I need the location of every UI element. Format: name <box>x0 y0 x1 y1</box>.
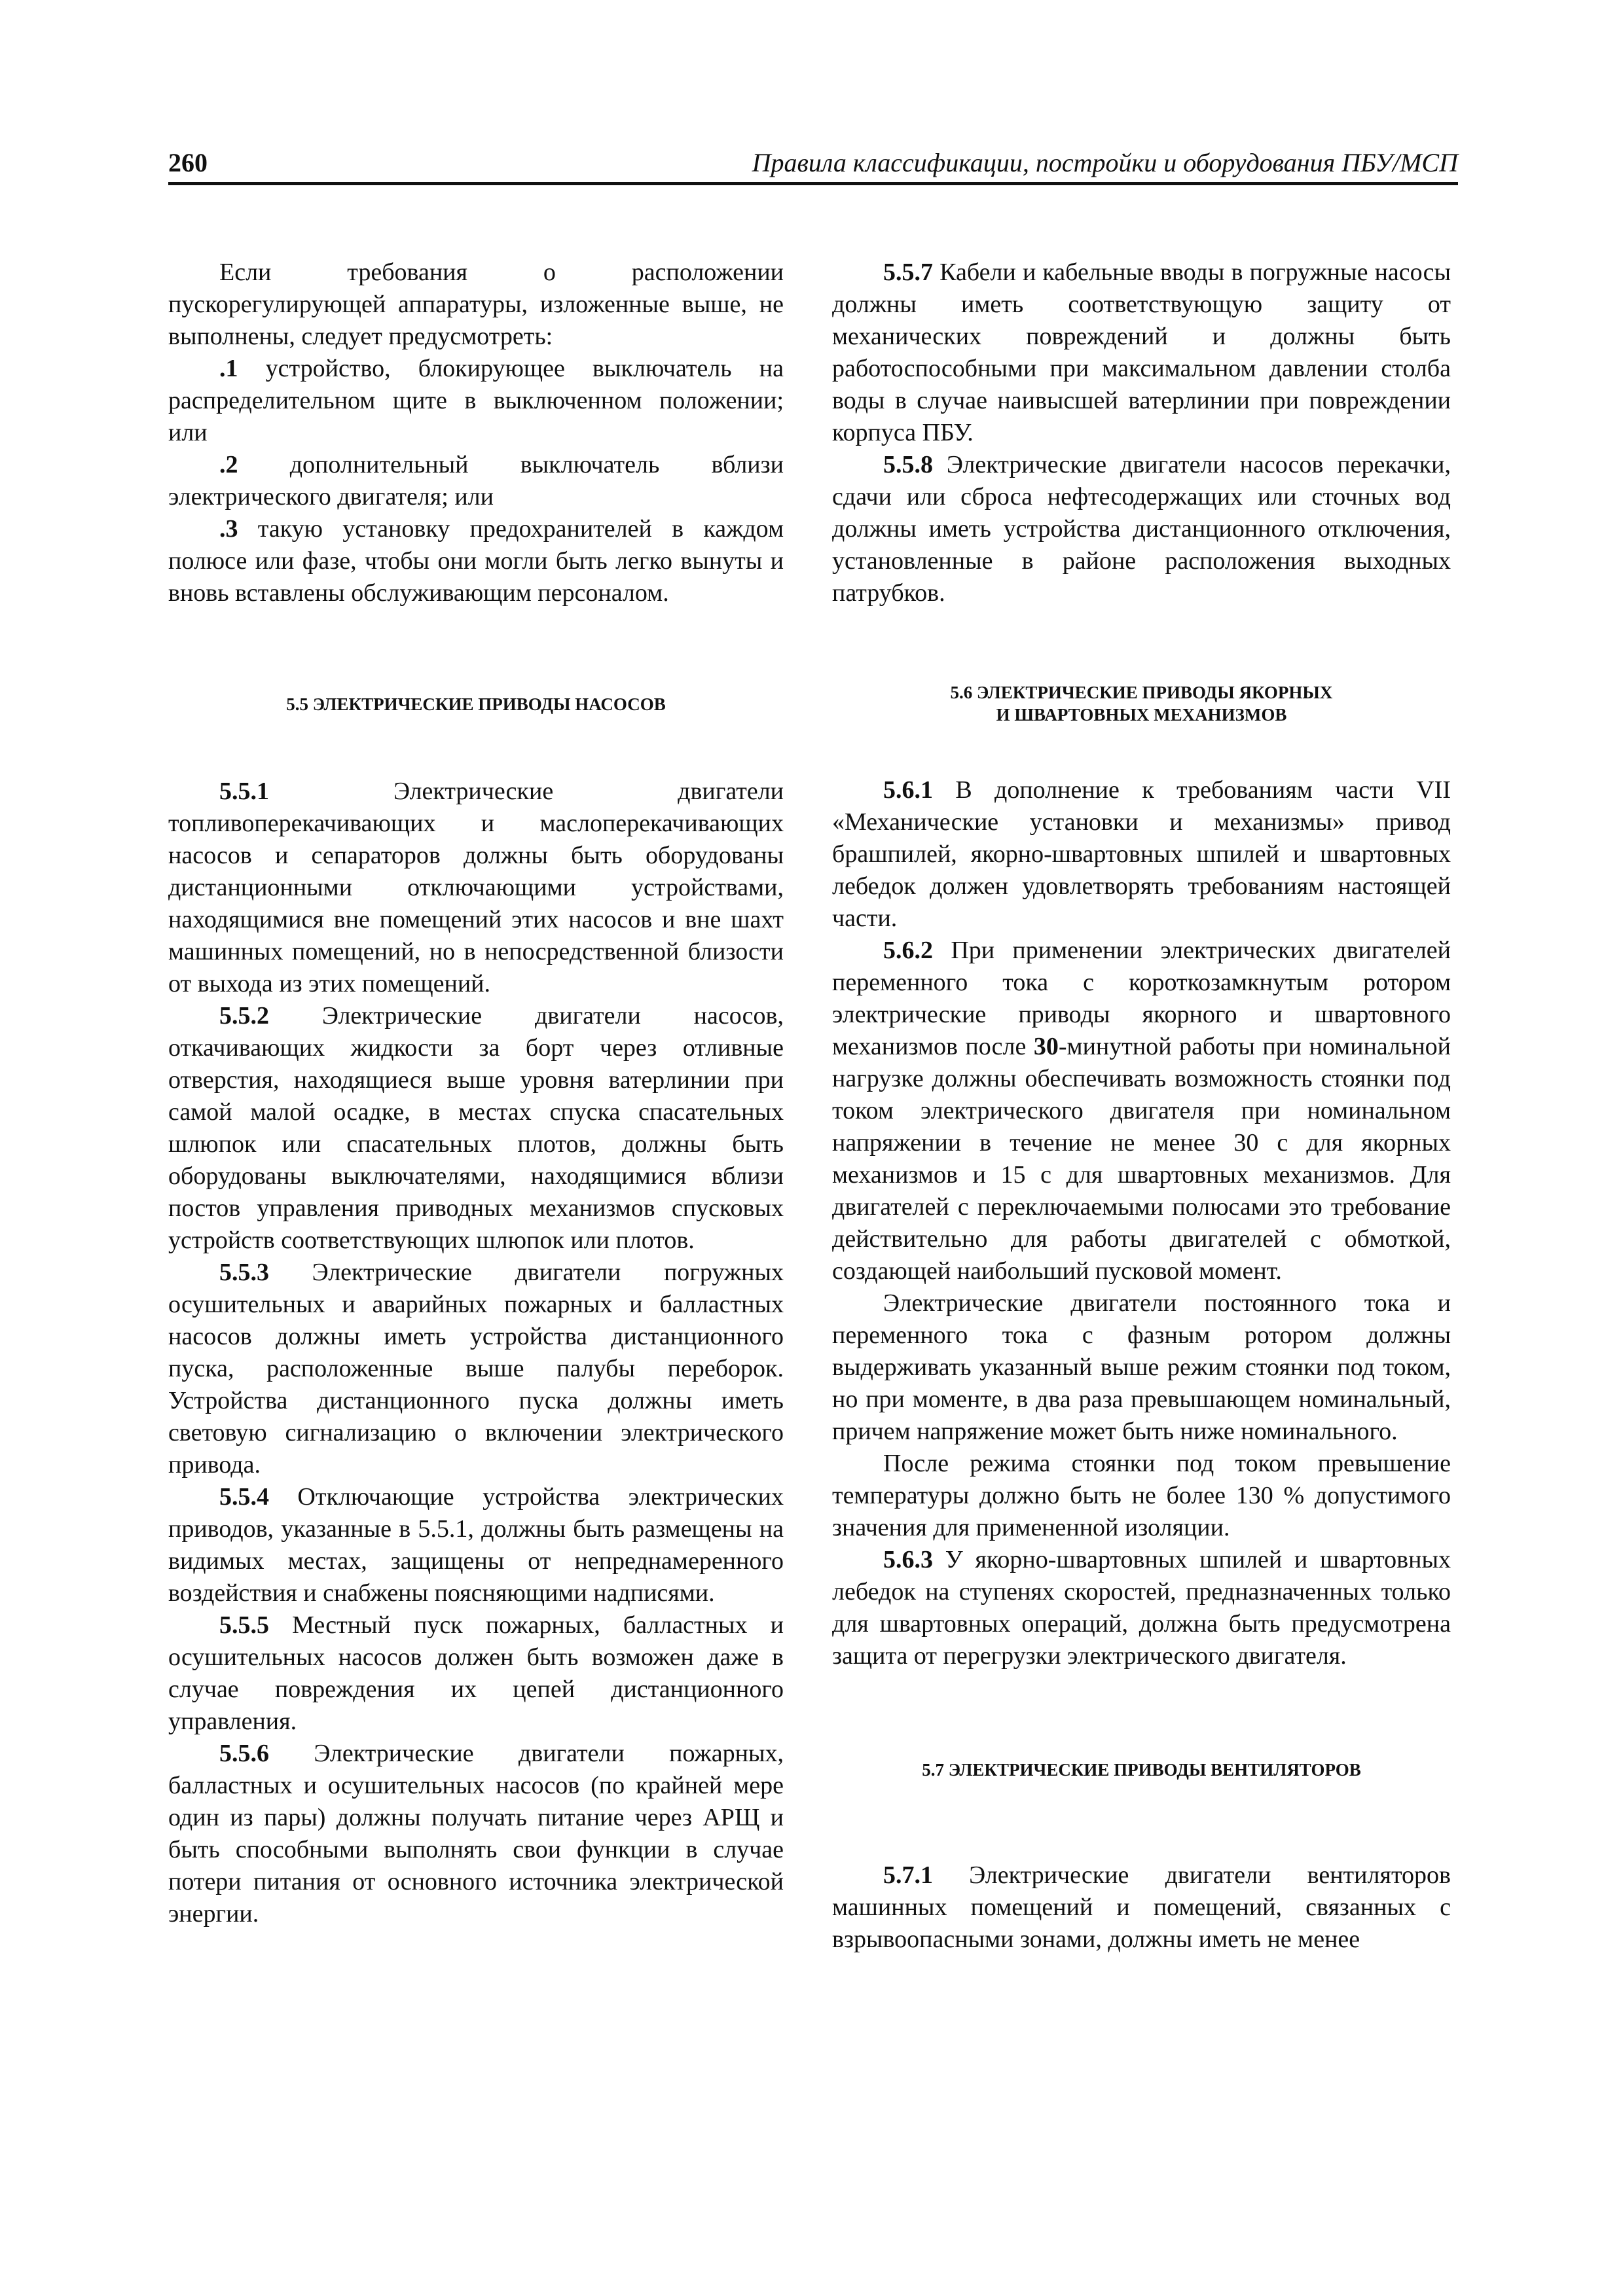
clause-number: 5.5.1 <box>219 778 269 805</box>
item-text: дополнительный выключатель вблизи электрического двигателя; или <box>168 451 784 511</box>
clause-5-5-6 <box>168 1738 784 1930</box>
list-item <box>168 449 784 513</box>
clause-number: 5.7.1 <box>883 1861 933 1889</box>
list-item <box>168 353 784 449</box>
clause-text: Электрические двигатели насосов, откачивающих жидкости за борт через отливные отверстия, находящиеся выше уровня ватерлинии при самой малой осадке, в местах спуска спасательных шлюпок или спасательных плотов, должны быть оборудованы выключателями, находящимися вблизи постов управления приводных механизмов спусковых устройств соответствующих шлюпок или плотов. <box>168 1002 784 1254</box>
item-number: .1 <box>219 355 238 382</box>
paragraph-temperature: После режима стоянки под током превышение температуры должно быть не более 130 % допустимого значения для примененной изоляции. <box>832 1450 1451 1541</box>
clause-5-5-1 <box>168 776 784 1000</box>
clause-5-5-7 <box>832 257 1451 449</box>
clause-text: Отключающие устройства электрических приводов, указанные в 5.5.1, должны быть размещены на видимых местах, защищены от непреднамеренного воздействия и снабжены поясняющими надписями. <box>168 1483 784 1607</box>
clause-number: 5.6.1 <box>883 776 933 804</box>
clause-5-5-4 <box>168 1481 784 1609</box>
clause-text: У якорно-швартовных шпилей и швартовных лебедок на ступенях скоростей, предназначенных только для швартовных операций, должна быть предусмотрена защита от перегрузки электрического двигателя. <box>832 1546 1451 1670</box>
clause-text-bold: 30 <box>1033 1033 1059 1060</box>
clause-5-7-1 <box>832 1859 1451 1956</box>
clause-5-5-3 <box>168 1257 784 1481</box>
page-header <box>168 143 1458 185</box>
clause-text: Электрические двигатели насосов перекачки, сдачи или сброса нефтесодержащих или сточных вод должны иметь устройства дистанционного отключения, установленные в районе расположения выходных патрубков. <box>832 451 1451 607</box>
running-title: Правила классификации, постройки и оборудования ПБУ/МСП <box>752 148 1458 177</box>
page-number: 260 <box>168 148 208 177</box>
clause-text: При применении электрических двигателей переменного тока с короткозамкнутым ротором электрические приводы якорного и швартовного механизмов после <box>832 937 1451 1060</box>
clause-number: 5.5.8 <box>883 451 933 478</box>
clause-text-continued: -минутной работы при номинальной нагрузке должны обеспечивать возможность стоянки под током электрического двигателя при номинальном напряжении в течение не менее 30 с для якорных механизмов и 15 с для швартовных механизмов. Для двигателей с переключаемыми полюсами это требование действительно для работы двигателей с обмоткой, создающей наибольший пусковой момент. <box>832 1033 1451 1285</box>
clause-5-6-2 <box>832 935 1451 1287</box>
section-heading-5-7: 5.7 ЭЛЕКТРИЧЕСКИЕ ПРИВОДЫ ВЕНТИЛЯТОРОВ <box>922 1760 1361 1780</box>
clause-5-5-8 <box>832 449 1451 609</box>
intro-paragraph: Если требования о расположении пускорегулирующей аппаратуры, изложенные выше, не выполнены, следует предусмотреть: <box>168 259 784 350</box>
list-item <box>168 513 784 609</box>
item-text: такую установку предохранителей в каждом полюсе или фазе, чтобы они могли быть легко вынуты и вновь вставлены обслуживающим персоналом. <box>168 515 784 607</box>
clause-number: 5.6.2 <box>883 937 933 964</box>
clause-5-6-1 <box>832 774 1451 935</box>
clause-5-5-5 <box>168 1609 784 1738</box>
clause-number: 5.5.6 <box>219 1740 269 1767</box>
section-heading-5-6 <box>832 681 1451 726</box>
clause-number: 5.5.2 <box>219 1002 269 1030</box>
right-column <box>832 257 1451 1956</box>
clause-number: 5.5.7 <box>883 259 933 286</box>
section-heading-5-5: 5.5 ЭЛЕКТРИЧЕСКИЕ ПРИВОДЫ НАСОСОВ <box>286 694 666 714</box>
item-number: .3 <box>219 515 238 543</box>
clause-text: Электрические двигатели погружных осушительных и аварийных пожарных и балластных насосов должны иметь устройства дистанционного пуска, расположенные выше палубы переборок. Устройства дистанционного пуска должны иметь световую сигнализацию о включении электрического привода. <box>168 1259 784 1479</box>
item-text: устройство, блокирующее выключатель на распределительном щите в выключенном положении; или <box>168 355 784 446</box>
paragraph-dc-motors: Электрические двигатели постоянного тока и переменного тока с фазным ротором должны выдерживать указанный выше режим стоянки под током, но при моменте, в два раза превышающем номинальный, причем напряжение может быть ниже номинального. <box>832 1289 1451 1445</box>
heading-line: И ШВАРТОВНЫХ МЕХАНИЗМОВ <box>996 705 1287 725</box>
clause-text: В дополнение к требованиям части VII «Механические установки и механизмы» привод брашпилей, якорно-швартовных шпилей и швартовных лебедок должен удовлетворять требованиям настоящей части. <box>832 776 1451 932</box>
clause-number: 5.5.5 <box>219 1611 269 1639</box>
clause-text: Электрические двигатели вентиляторов машинных помещений и помещений, связанных с взрывоопасными зонами, должны иметь не менее <box>832 1861 1451 1953</box>
clause-5-6-3 <box>832 1544 1451 1672</box>
clause-text: Местный пуск пожарных, балластных и осушительных насосов должен быть возможен даже в случае повреждения их цепей дистанционного управления. <box>168 1611 784 1735</box>
left-column <box>168 257 784 1930</box>
clause-text: Кабели и кабельные вводы в погружные насосы должны иметь соответствующую защиту от механических повреждений и должны быть работоспособными при максимальном давлении столба воды в случае наивысшей ватерлинии при повреждении корпуса ПБУ. <box>832 259 1451 446</box>
clause-number: 5.6.3 <box>883 1546 933 1573</box>
clause-number: 5.5.3 <box>219 1259 269 1286</box>
item-number: .2 <box>219 451 238 478</box>
clause-text: Электрические двигатели топливоперекачивающих и маслоперекачивающих насосов и сепараторов должны быть оборудованы дистанционными отключающими устройствами, находящимися вне помещений этих насосов и вне шахт машинных помещений, но в непосредственной близости от выхода из этих помещений. <box>168 778 784 997</box>
clause-number: 5.5.4 <box>219 1483 269 1511</box>
clause-5-5-2 <box>168 1000 784 1257</box>
heading-line: 5.6 ЭЛЕКТРИЧЕСКИЕ ПРИВОДЫ ЯКОРНЫХ <box>950 683 1333 702</box>
clause-text: Электрические двигатели пожарных, балластных и осушительных насосов (по крайней мере один из пары) должны получать питание через АРЩ и быть способными выполнять свои функции в случае потери питания от основного источника электрической энергии. <box>168 1740 784 1928</box>
